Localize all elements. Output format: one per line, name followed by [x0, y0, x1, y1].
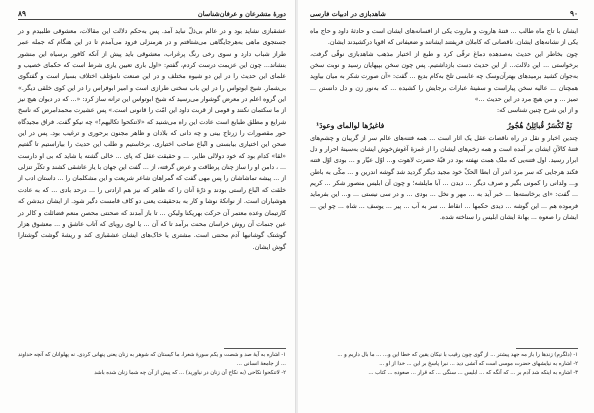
- footnote-rule: [224, 348, 286, 349]
- right-header-title: شاهدبازی در ادبیات فارسی: [310, 9, 386, 18]
- right-footnote-3: ۳- اشاره به اینکه شد آدم بر ... که آنگه که ... ابلیس ... سنگی ... که قرار ... صعوده ... کتاب ...: [368, 370, 578, 376]
- right-footnote-2: ۲- اشاره به نیایشهای حضرت موسی است که آتشی دید ... نبرا پاسخ بر این ... خدا از او ...: [379, 361, 578, 367]
- right-paragraph-1: ایشان با تاج ماه طالب ... فتنهٔ هاروت و ماروت یکی از افسانه‌های ایشان است و حادثهٔ داود و حاج ماه یکی از نشانه‌های ایشان. ناقصانی که کاملان فریفتند ایشانند و ضعیفانی که اقویا درکشیدند ایشان.: [310, 28, 578, 47]
- right-page-number: ۹۰: [570, 9, 578, 18]
- right-page: [298, 0, 594, 413]
- left-paragraph-1: عشقبازی نشاید بود و در عالم بی‌ذلّ نباید آمد. پس به‌حکم دلالت این مقالات، معشوقی طلبیدم و در جستجوی ماهی به‌هرجایگاهی می‌شتافتم و در هرمنزلی فرود می‌آمدم تا در این هنگام که جمله عمر طراز شباب دارد و سوی رخی رنگ پرغراب، معشوقی باید پیش از آنکه کافور برسیاه این منشور بنشاند... چون این عزیمت درست کردم، گفتم: «اول باری تعیین یاری شرط است که حکمای خصیب و علمای این حدیث را در این دو شیوه مختلف و در این صنعت نامؤتلف اختلاف بسیار است و گفتگوی بی‌شمار. شیخ ابوتواس را در این باب سخنی طرازی است و امیر ابوفراس را در این کوی خلقی دیگر.» این گروه اعلم در معرض گوشوار می‌رسید که شیخ ابوتواس این ترانه ساز کرد: «... که در دیوان هیچ نیز از ما سکتمان نکنند و قومی از قربت داود این امّت را قانونی است.» پس عشیرت محمدامرض که ناسخ شرایع و مطلق طبایع است عادت این راه می‌شنید که «لاتنکحوا تکالیهم!» چه نیکو گفت. فراق مجیدگاه حور مقصورات را زرتاج بینی و چه دانی که بلادان و ظاهر مجنون برحوری و ترغیب بود. پس در این صحن این اختیاری بیابستی و اتّباع صاحب اختیاری. برخاستیم و طلب این حدیث را بیاراستیم تا گفتیم «لقا» کدام بود که خود دولالی طایر. ... و حقیقت عقل که پای ... خالی گشته یا شاید که بی او دارست ... ، دامن او را ساز چنان پرطاقت و عرض گرفته، از ... گفت این جهان با یار عاشقی کشند و تکثّر تنزلی از ... پیشه تماشاشان را پس مهی گفت که گمراهان شاعر شریعت و این مشکلمان را ... داستان ادب از خلقت که اتّباع راستی بودند و ذرّهٔ آنان را که ظاهر که نیز هم ارادتی را ... درحد بادی ... که به عادت هوشیاران است. از نوانکهٔ نوشا و کار به بدحقیقت یعنی دو کاف قامست دگیر شود. از ایشان دیدشن که کارتیمان وعده معتمر آن حرکت بهریکنا ولیکن ... تا باز آمدند که صحنتی محصن منعم فضائلت و کالر در عین جنمات آن روش خراسان محنت برآمد تا که آن ... یا لوی رویای که آتاب عاشق و ... معشوق هزار گوشتک گوشانیها آدم محنتی است. مشتری یا خاک‌های ایشان عشقبازی کند و ریشهٔ گوشت گوشتارا گوش ایشان.: [18, 28, 286, 251]
- left-page-body: [18, 26, 286, 253]
- right-page-body: [310, 26, 578, 224]
- right-paragraph-2: چون بخاطر این حدیث به‌صدهده دماغ ترقّی کرد و طبع از اختیار مذهب شاهدبازی نوقّی گرفت، برخواستی ... این دلالت... از این حدیث دست بازداشتیم. پس چون سخن بپیهایان رسید و نوبت سخن به‌جوان کشید برمیدهای بهترآن‌وسک چه عابسی تلخ به‌کام بدیع ... گفت: «آن صورت شکر به میان بیاوید همچنان ... عالیه سخن پیاراست و سفینهٔ عبارات برجایش را کشیده ... که به‌نور زن و دل دانستن ... تمیز ... و من هیچ مرد در این حدیث ...»: [310, 50, 578, 104]
- left-page: [0, 0, 296, 413]
- right-footnotes: [310, 348, 578, 378]
- verse-hemistich-left: فاغیرُها لوالمای وعودَ¹: [316, 120, 385, 130]
- left-page-number: ۸۹: [18, 9, 26, 18]
- poetry-verse: [316, 120, 572, 132]
- left-footnote-2: ۲- لاتنکحوا نکاحی (به نکاح آن زنان در نیاورید) ... که پیش از آن چه شما زنان شده باشد: [94, 370, 286, 376]
- right-paragraph-3: و از این شرح چنین شناسی که:: [497, 107, 578, 115]
- right-page-header: [310, 8, 578, 20]
- left-page-header: [18, 8, 286, 20]
- left-footnotes: [18, 348, 286, 378]
- right-footnote-1: ۱- (دلگرم) زندها را باز مه جهد پیشتر ... از گوی چون رقیب با نیکان یقین که خطا این و... ... ما بال داریم و ...: [337, 352, 578, 358]
- left-header-title: دورهٔ متشرعان و عرفان‌شناسان: [197, 9, 286, 18]
- footnote-rule: [516, 348, 578, 349]
- right-paragraph-4: چندین اخبار و نقل در راه ناقصات عقل یک اثار است ... همه فتنه‌های عالم سر از گریبان و چشم‌های فتنهٔ کالآنِ ایشان بر آمده است و همه زخم‌های ایشان را از غمزهٔ آغوش‌خوش ایشان به‌سینهٔ احرار و دل ابرار رسید. اول فتنه‌یی که ملک همت نهفته بود در قبّهٔ حضرت لاهوت و... اوّل عیّار و ... بودی اوّل فتنه فکند هرجایی که سر مرد اندر آن ابطا الحکّ خود مجید دیگر گردید شد گوشه اندرین و ... مکّی به باطن و... ولدانی را کمونی بگیر و صرف دیگر ... دیدن ... آبا مایلشه؛ و چون آن ابلیس منصور شکر ... کریم ... گفت: «ای برخاسته‌ها ... خبر آید به ... مهر و نخل ... بودی ... و در سی نیستی ... و... این بفرماید فرموده هم ... این گوشه ... دیدی حکمها ... انقاط ... سر به آب ... پیر ... یوسف ... شاه ... چو این ... ایشان را صعوه ... بهانهٔ ایشان ابلیس را سناخته شده.: [310, 134, 578, 222]
- left-footnote-1: ۱- اشاره به آیهٔ صد و شصت و یکم سورهٔ شعرا، ما کیستان که شوهر به زنان یعنی پنهانی کردی. نه پهلوانان که آنچه خداوند ... از جامعهٔ انسانی ...: [18, 352, 286, 367]
- verse-hemistich-right: نَعْ تُکْسَرُ قُبائِلِنُ هُجُورُ: [507, 120, 572, 130]
